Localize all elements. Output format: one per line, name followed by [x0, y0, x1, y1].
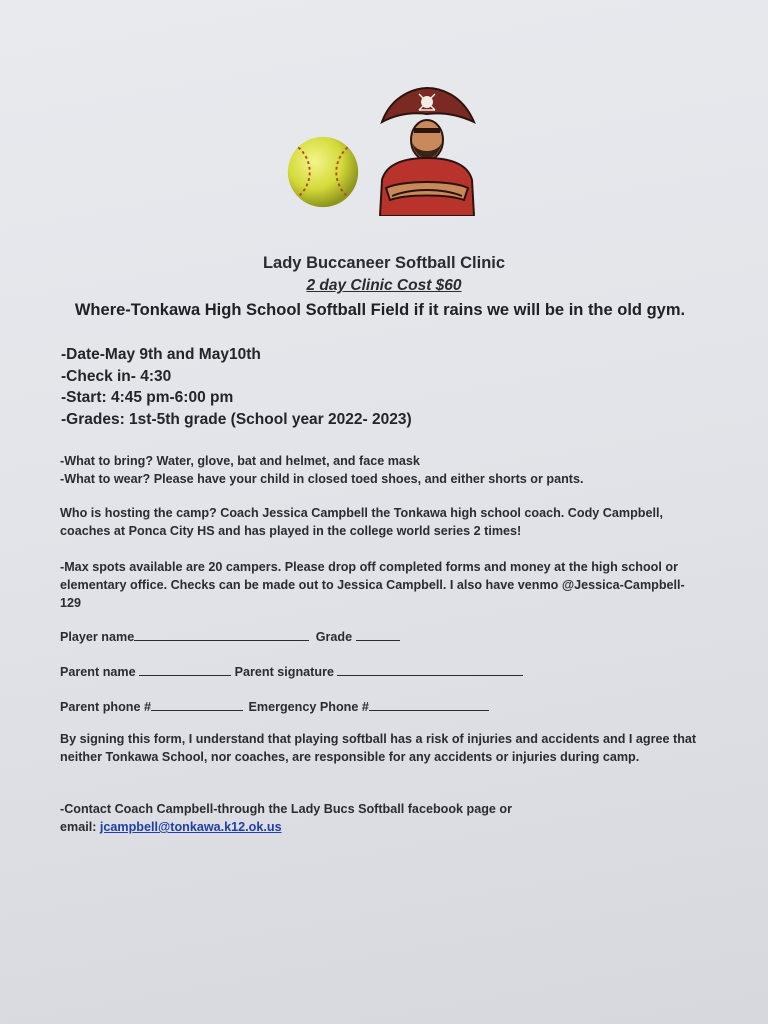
max-spots-paragraph: -Max spots available are 20 campers. Please drop off completed forms and money at the high school or elementary office. Checks can be made out to Jessica Campbell. I also have venmo @Jessica-Campbell-129 — [60, 560, 685, 610]
email-label: email: — [60, 820, 97, 834]
what-to-bring: -What to bring? Water, glove, bat and helmet, and face mask — [60, 454, 420, 468]
waiver-paragraph: By signing this form, I understand that playing softball has a risk of injuries and accidents and I agree that neither Tonkawa School, nor coaches, are responsible for any accidents or injuries during camp. — [60, 732, 697, 764]
detail-start: -Start: 4:45 pm-6:00 pm — [61, 389, 234, 406]
parent-signature-field[interactable] — [337, 663, 523, 676]
what-to-bring-section — [60, 452, 700, 488]
player-name-field[interactable] — [134, 628, 309, 641]
softball-icon — [284, 134, 362, 210]
parent-name-label: Parent name — [60, 665, 136, 679]
grade-field[interactable] — [356, 628, 400, 641]
parent-row — [60, 663, 523, 679]
contact-section — [60, 800, 700, 836]
contact-email-line — [60, 818, 700, 836]
what-to-wear: -What to wear? Please have your child in closed toed shoes, and either shorts or pants. — [60, 472, 584, 486]
parent-phone-field[interactable] — [151, 698, 243, 711]
clinic-details — [61, 344, 412, 430]
parent-phone-label: Parent phone # — [60, 700, 151, 714]
logo-group — [282, 84, 492, 219]
detail-checkin: -Check in- 4:30 — [61, 367, 172, 385]
clinic-title: Lady Buccaneer Softball Clinic — [262, 254, 506, 272]
detail-date: -Date-May 9th and May10th — [61, 346, 261, 363]
hosting-paragraph: Who is hosting the camp? Coach Jessica Campbell the Tonkawa high school coach. Cody Campbell, coaches at Ponca City HS and has played in the college world series 2 times! — [60, 506, 663, 538]
clinic-cost: 2 day Clinic Cost $60 — [306, 277, 462, 294]
player-row — [60, 628, 400, 644]
email-link[interactable]: jcampbell@tonkawa.k12.ok.us — [99, 820, 282, 834]
emergency-phone-label: Emergency Phone # — [248, 700, 369, 714]
detail-grades: -Grades: 1st-5th grade (School year 2022- 2023) — [61, 410, 412, 428]
clinic-location: Where-Tonkawa High School Softball Field if it rains we will be in the old gym. — [74, 301, 686, 319]
player-name-label: Player name — [60, 630, 135, 644]
emergency-phone-field[interactable] — [369, 698, 489, 711]
pirate-mascot-icon — [372, 84, 482, 216]
parent-name-field[interactable] — [139, 663, 231, 676]
parent-signature-label: Parent signature — [234, 665, 334, 679]
phone-row — [60, 698, 489, 714]
grade-label: Grade — [315, 630, 353, 644]
contact-text: -Contact Coach Campbell-through the Lady Bucs Softball facebook page or — [60, 802, 513, 816]
